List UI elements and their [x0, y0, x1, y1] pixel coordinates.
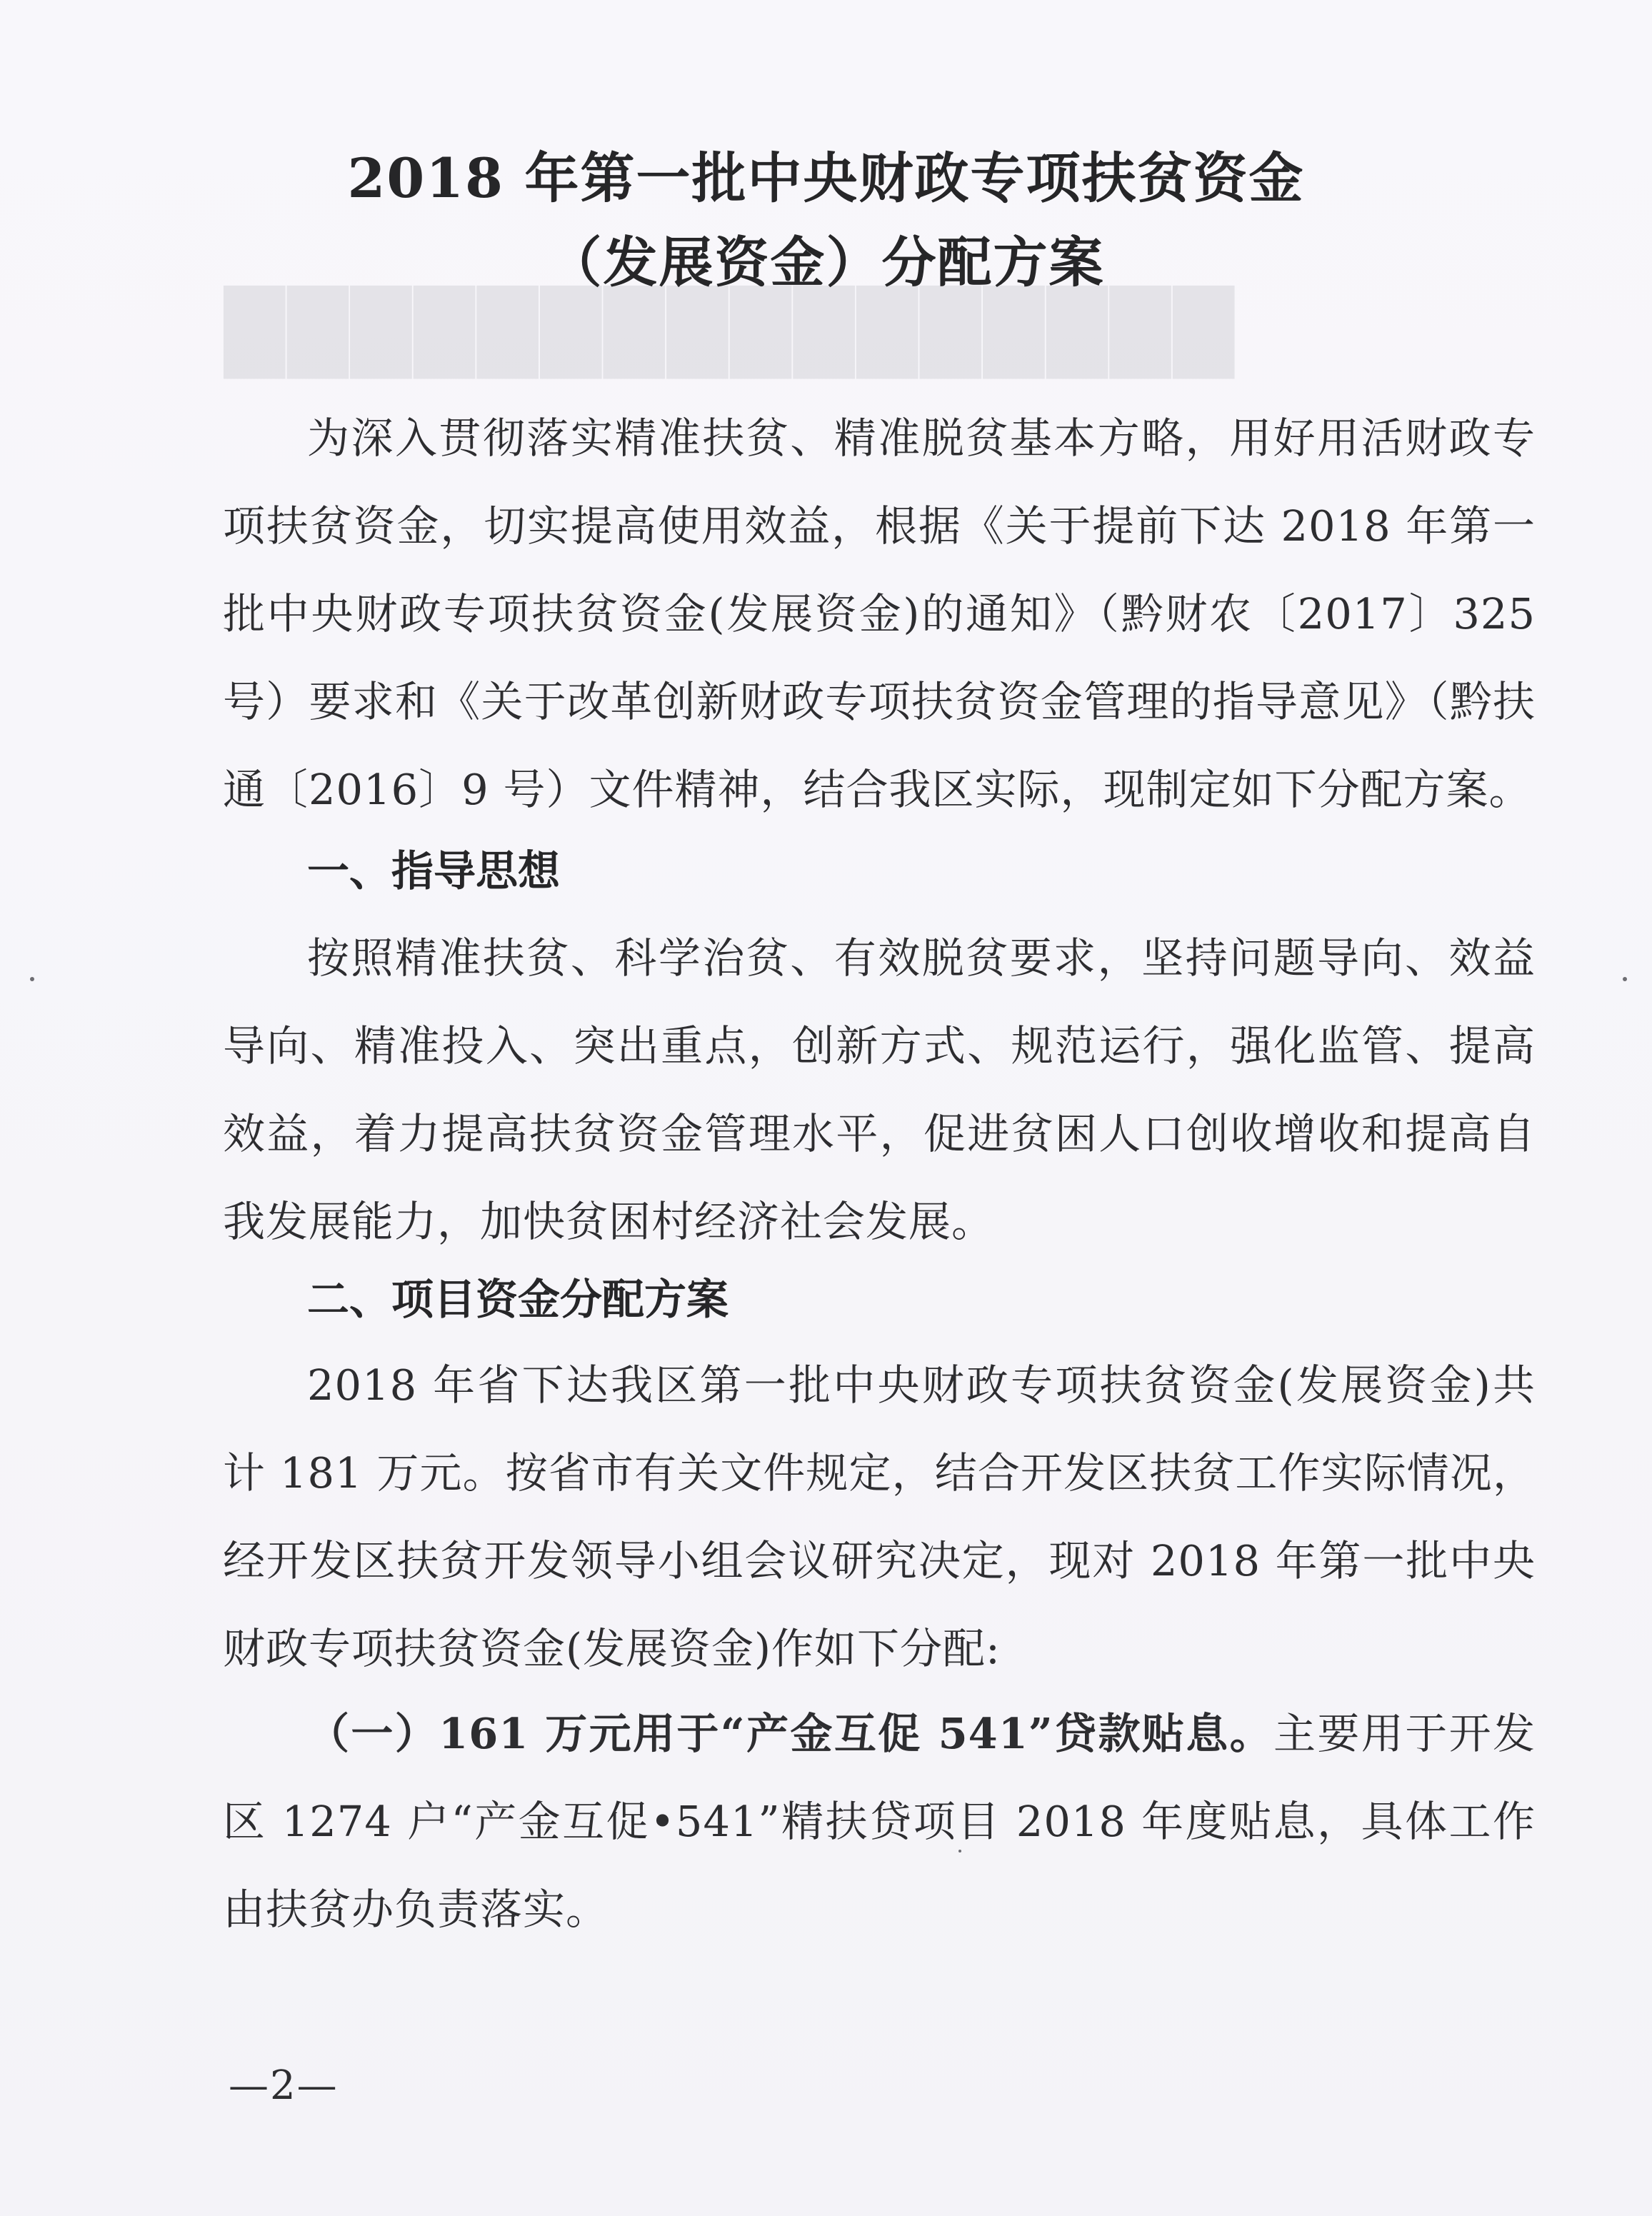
bleed-through-text: ████████████████: [221, 286, 1234, 378]
item1-bold-lead: （一）161 万元用于“产金互促 541”贷款贴息。: [307, 1709, 1274, 1758]
item1-text: 主要用于开发区 1274 户“产金互促•541”精扶贷项目 2018 年度贴息，具体工作由扶贫办负责落实。: [223, 1709, 1536, 1934]
scan-speck: [30, 977, 34, 981]
section1-paragraph: 按照精准扶贫、科学治贫、有效脱贫要求，坚持问题导向、效益导向、精准投入、突出重点，创新方式、规范运行，强化监管、提高效益，着力提高扶贫资金管理水平，促进贫困人口创收增收和提高自我发展能力，加快贫困村经济社会发展。: [223, 933, 1536, 1246]
section2-heading: 二、项目资金分配方案: [307, 1275, 729, 1324]
scan-speck: [1623, 977, 1627, 981]
intro-paragraph: 为深入贯彻落实精准扶贫、精准脱贫基本方略，用好用活财政专项扶贫资金，切实提高使用效益，根据《关于提前下达 2018 年第一批中央财政专项扶贫资金(发展资金)的通知》（黔财农〔2017〕325 号）要求和《关于改革创新财政专项扶贫资金管理的指导意见》（黔扶通〔2016〕9 号）文件精神，结合我区实际，现制定如下分配方案。: [223, 413, 1536, 814]
section2-paragraph: 2018 年省下达我区第一批中央财政专项扶贫资金(发展资金)共计 181 万元。按省市有关文件规定，结合开发区扶贫工作实际情况，经开发区扶贫开发领导小组会议研究决定，现对 2018 年第一批中央财政专项扶贫资金(发展资金)作如下分配:: [223, 1360, 1536, 1673]
document-title-line2: （发展资金）分配方案: [547, 231, 1105, 294]
document-title-line1: 2018 年第一批中央财政专项扶贫资金: [347, 146, 1305, 210]
scan-speck: [958, 1850, 961, 1852]
page-number: —2—: [229, 2062, 339, 2109]
section1-heading: 一、指导思想: [307, 846, 561, 896]
item1-paragraph: [223, 1690, 1536, 1953]
